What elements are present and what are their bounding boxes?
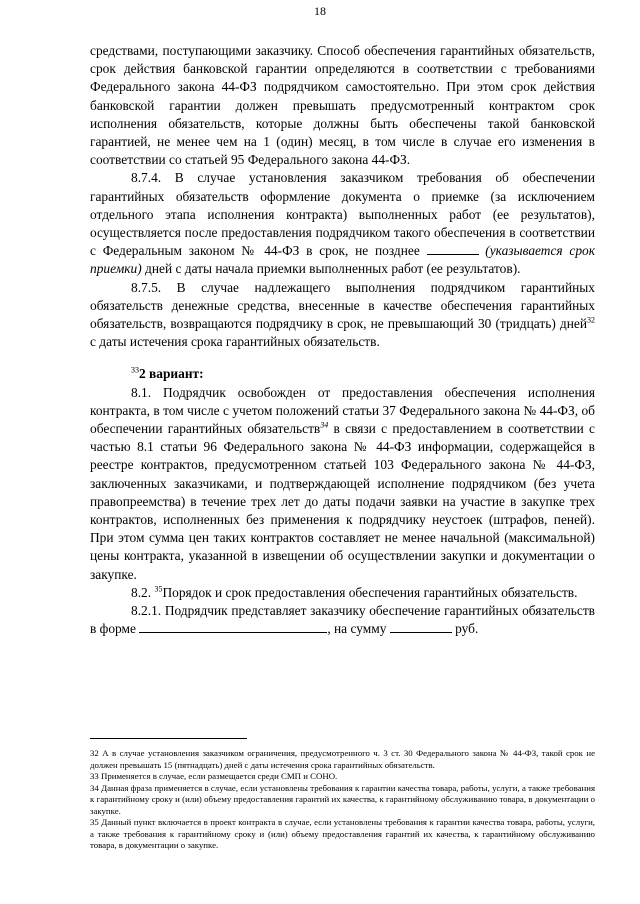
footnote-number: 32 — [90, 748, 99, 758]
footnote-ref: 34 — [320, 420, 329, 430]
section-text: , на сумму — [327, 621, 387, 637]
section-8-1 — [90, 384, 595, 584]
page-number: 18 — [314, 4, 326, 18]
footnote-ref: 33 — [131, 365, 139, 375]
footnote-text: А в случае установления заказчиком ограничения, предусмотренного ч. 3 ст. 30 Федерального закона № 44-ФЗ, такой срок не должен превышать 15 (пятнадцать) дней с даты истечения срока гарантийных обязательств. — [90, 748, 595, 770]
section-text: Порядок и срок предоставления обеспечения гарантийных обязательств. — [162, 584, 578, 600]
form-blank-field — [139, 620, 327, 633]
footnote-ref: 32 — [587, 315, 595, 325]
footnotes — [90, 748, 595, 852]
blank-field — [427, 242, 479, 255]
footnote — [90, 817, 595, 852]
variant-heading — [90, 365, 595, 383]
footnote — [90, 783, 595, 818]
variant-title: 2 вариант: — [139, 366, 204, 382]
footnote-ref: 35 — [154, 584, 163, 594]
section-text: дней с даты начала приемки выполненных работ (ее результатов). — [145, 261, 521, 277]
paragraph-continuation: средствами, поступающими заказчику. Способ обеспечения гарантийных обязательств, срок действия банковской гарантии определяются в соответствии с требованиями Федерального закона 44-ФЗ подрядчиком самостоятельно. При этом срок действия банковской гарантии должен превышать предусмотренный контрактом срок исполнения обязательств, которые должны быть обеспечены такой банковской гарантией, не менее чем на 1 (один) месяц, в том числе в случае его изменения в соответствии со статьей 95 Федерального закона 44-ФЗ. — [90, 43, 595, 168]
footnote-number: 34 — [90, 782, 99, 793]
section-text: Подрядчик освобожден от предоставления обеспечения исполнения контракта, в том числе с учетом положений статьи 37 Федерального закона № 44-ФЗ, об обеспечении гарантийных обязательств — [90, 384, 595, 437]
footnote-text: Применяется в случае, если размещается среди СМП и СОНО. — [101, 771, 338, 781]
section-number: 8.7.4. — [131, 170, 162, 186]
footnote-text: Данная фраза применяется в случае, если установлены требования к гарантии качества товара, работы, услуги, а также требования к гарантийному сроку и (или) объему предоставления гарантий их качества, к гарантийному обслуживанию товара, в документации о закупке. — [90, 782, 595, 816]
italic-note: (указывается срок приемки) — [90, 243, 595, 277]
section-8-2 — [90, 584, 595, 602]
section-8-7-4 — [90, 169, 595, 278]
footnote-separator — [90, 738, 247, 739]
section-number: 8.1. — [131, 384, 152, 400]
section-8-2-1 — [90, 602, 595, 638]
footnote-number: 33 — [90, 771, 99, 781]
footnote-number: 35 — [90, 817, 99, 827]
amount-blank-field — [390, 620, 452, 633]
section-text: В случае установления заказчиком требования об обеспечении гарантийных обязательств оформление документа о приемке (за исключением отдельного этапа исполнения контракта) выполненных работ (ее результатов), осуществляется после предоставления подрядчиком такого обеспечения в соответствии с Федеральным законом № 44-ФЗ в срок, не позднее — [90, 170, 595, 259]
section-text: в связи с предоставлением в соответствии с частью 8.1 статьи 96 Федерального закона № 44-ФЗ информации, содержащейся в реестре контрактов, предусмотренном статьей 103 Федерального закона № 44-ФЗ, заключенных заказчиками, и подтверждающей исполнение подрядчиком (без учета правопреемства) в течение трех лет до даты подачи заявки на участие в закупке трех контрактов, исполненных без применения к подрядчику неустоек (штрафов, пеней). При этом сумма цен таких контрактов составляет не менее начальной (максимальной) цены контракта, указанной в извещении об осуществлении закупки и документации о закупке. — [90, 421, 595, 582]
section-text: В случае надлежащего выполнения подрядчиком гарантийных обязательств денежные средства, внесенные в качестве обеспечения гарантийных обязательств, возвращаются подрядчику в срок, не превышающий 30 (тридцать) дней — [90, 279, 595, 332]
footnote-text: Данный пункт включается в проект контракта в случае, если установлены требования к гарантии качества товара, работы, услуги, а также требования к гарантийному сроку и (или) объему предоставления гарантий их качества, к гарантийному обслуживанию товара, в документации о закупке. — [90, 817, 596, 850]
section-number: 8.2.1. — [131, 603, 162, 619]
section-number: 8.7.5. — [131, 279, 162, 295]
footnote — [90, 771, 595, 783]
section-text: руб. — [455, 621, 479, 637]
footnote — [90, 748, 595, 771]
section-text: Подрядчик представляет заказчику обеспечение гарантийных обязательств в форме — [90, 603, 595, 637]
section-number: 8.2. — [131, 584, 152, 600]
document-body — [90, 42, 595, 639]
section-8-7-5 — [90, 279, 595, 352]
section-text: с даты истечения срока гарантийных обязательств. — [90, 334, 380, 350]
